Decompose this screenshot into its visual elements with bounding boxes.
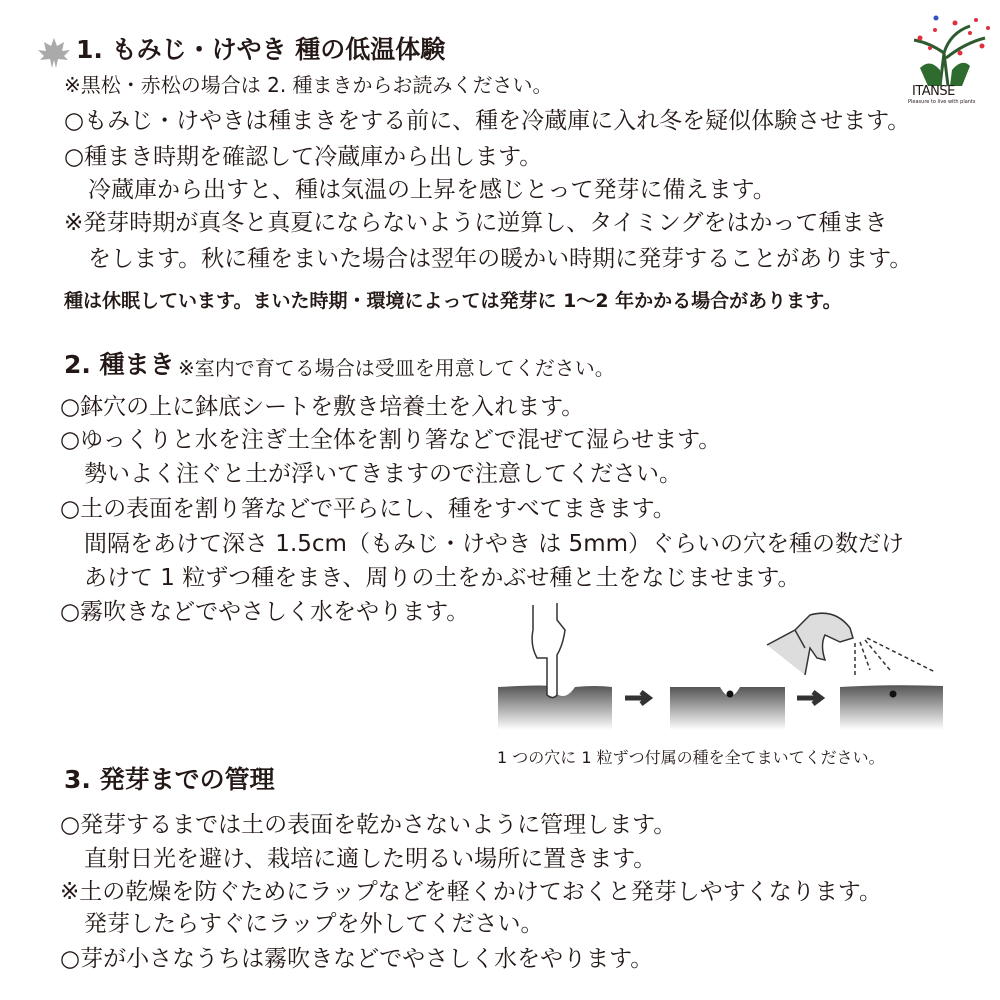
section1-line: ※黒松・赤松の場合は 2. 種まきからお読みください。	[64, 73, 553, 97]
section3-line: ○芽が小さなうちは霧吹きなどでやさしく水をやります。	[60, 946, 654, 972]
maple-leaf-icon	[36, 36, 72, 70]
section1-note: 種は休眠しています。まいた時期・環境によっては発芽に 1〜2 年かかる場合があります。	[64, 290, 842, 312]
section2-line: 勢いよく注ぐと土が浮いてきますので注意してください。	[84, 461, 682, 487]
section1-line: ※発芽時期が真冬と真夏にならないように逆算し、タイミングをはかって種まき	[64, 210, 888, 236]
section1-line: ○もみじ・けやきは種まきをする前に、種を冷蔵庫に入れ冬を疑似体験させます。	[64, 108, 911, 134]
section3-title: 3. 発芽までの管理	[64, 765, 275, 794]
section2-line: ○鉢穴の上に鉢底シートを敷き培養土を入れます。	[60, 394, 585, 420]
section2-line: ○ゆっくりと水を注ぎ土全体を割り箸などで混ぜて湿らせます。	[60, 427, 722, 453]
section3-line: 発芽したらすぐにラップを外してください。	[84, 911, 544, 937]
section1-title: 1. もみじ・けやき 種の低温体験	[76, 35, 446, 64]
section2-line: ○土の表面を割り箸などで平らにし、種をすべてまきます。	[60, 496, 676, 522]
section2-line: 間隔をあけて深さ 1.5cm（もみじ・けやき は 5mm）ぐらいの穴を種の数だけ	[84, 531, 905, 557]
arrow-icon	[797, 692, 821, 704]
section1-line: をします。秋に種をまいた場合は翌年の暖かい時期に発芽することがあります。	[88, 246, 913, 272]
illustration-caption: 1 つの穴に 1 粒ずつ付属の種を全てまいてください。	[497, 748, 885, 767]
section3-line: 直射日光を避け、栽培に適した明るい場所に置きます。	[84, 846, 657, 872]
logo-name: ITANSE	[912, 84, 955, 99]
arrow-icon	[625, 692, 649, 704]
section2-subtitle: ※室内で育てる場合は受皿を用意してください。	[178, 356, 615, 380]
spray-bottle-icon	[767, 613, 853, 675]
sowing-illustration	[495, 600, 945, 735]
section2-title: 2. 種まき	[64, 350, 175, 379]
section3-line: ※土の乾燥を防ぐためにラップなどを軽くかけておくと発芽しやすくなります。	[60, 879, 882, 905]
section1-line: ○種まき時期を確認して冷蔵庫から出します。	[64, 144, 543, 170]
logo-tagline: Pleasure to live with plants	[908, 99, 976, 105]
section3-line: ○発芽するまでは土の表面を乾かさないように管理します。	[60, 812, 677, 838]
section2-line: あけて 1 粒ずつ種をまき、周りの土をかぶせ種と土をなじませます。	[84, 565, 801, 591]
section2-line: ○霧吹きなどでやさしく水をやります。	[60, 599, 470, 625]
section1-line: 冷蔵庫から出すと、種は気温の上昇を感じとって発芽に備えます。	[88, 177, 776, 203]
pointing-hand-icon	[532, 603, 565, 698]
